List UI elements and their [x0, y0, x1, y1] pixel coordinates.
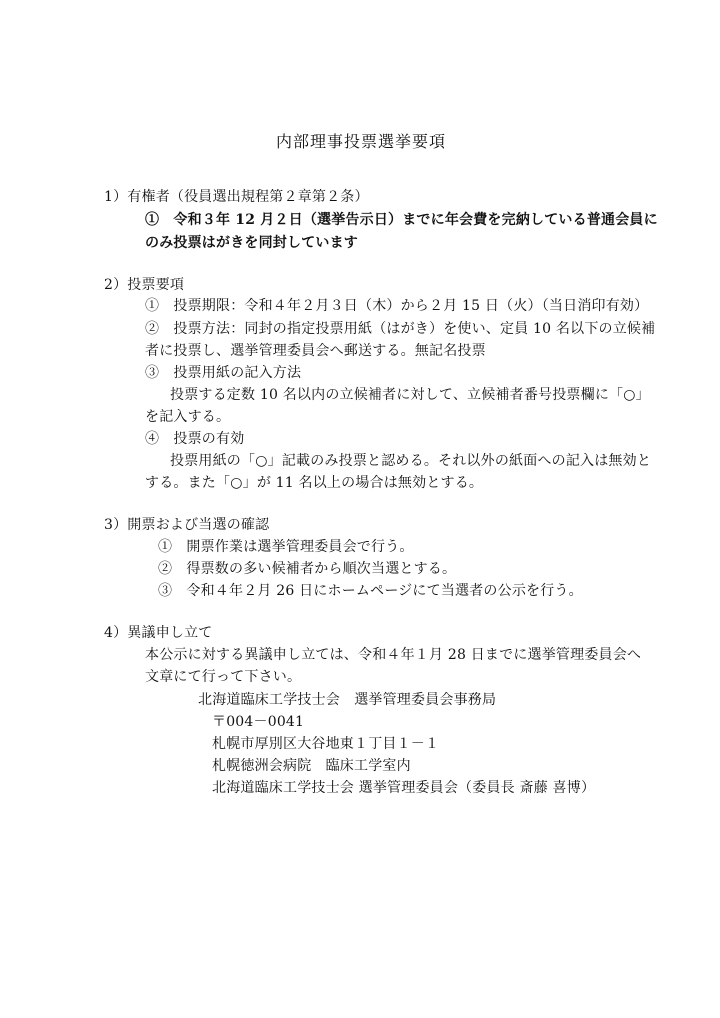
- section-2-line: ① 投票期限：令和４年２月３日（木）から２月 15 日（火）（当日消印有効）: [145, 298, 649, 314]
- section-2-line: 投票する定数 10 名以内の立候補者に対して、立候補者番号投票欄に「○」: [170, 387, 650, 403]
- section-4-line: 本公示に対する異議申し立ては、令和４年１月 28 日までに選挙管理委員会へ: [145, 647, 642, 663]
- contact-line: 札幌徳洲会病院 臨床工学室内: [212, 758, 411, 774]
- section-2-heading: 2）投票要項: [104, 277, 185, 293]
- section-2-line: 投票用紙の「○」記載のみ投票と認める。それ以外の紙面への記入は無効と: [170, 453, 652, 469]
- contact-line: 北海道臨床工学技士会 選挙管理委員会（委員長 斎藤 喜博）: [212, 780, 596, 796]
- section-1-line: のみ投票はがきを同封しています: [145, 235, 358, 251]
- section-4-line: 文章にて行って下さい。: [145, 669, 302, 685]
- section-2-line: ③ 投票用紙の記入方法: [145, 365, 302, 381]
- section-1-line: ① 令和３年 12 月２日（選挙告示日）までに年会費を完納している普通会員に: [145, 212, 658, 228]
- contact-line: 〒004－0041: [212, 714, 305, 730]
- section-2-line: する。また「○」が 11 名以上の場合は無効とする。: [145, 475, 484, 491]
- contact-line: 札幌市厚別区大谷地東１丁目１－１: [212, 736, 440, 752]
- section-2-line: を記入する。: [145, 409, 231, 425]
- section-4-heading: 4）異議申し立て: [104, 625, 213, 641]
- section-3-line: ① 開票作業は選挙管理委員会で行う。: [158, 539, 414, 555]
- section-2-line: ② 投票方法：同封の指定投票用紙（はがき）を使い、定員 10 名以下の立候補: [145, 321, 656, 337]
- section-2-line: ④ 投票の有効: [145, 431, 245, 447]
- document-title: 内部理事投票選挙要項: [276, 132, 447, 151]
- section-1-heading: 1）有権者（役員選出規程第２章第２条）: [104, 189, 369, 205]
- section-2-line: 者に投票し、選挙管理委員会へ郵送する。無記名投票: [145, 343, 486, 359]
- section-3-line: ③ 令和４年２月 26 日にホームページにて当選者の公示を行う。: [158, 583, 583, 599]
- section-3-heading: 3）開票および当選の確認: [104, 517, 270, 533]
- section-3-line: ② 得票数の多い候補者から順次当選とする。: [158, 561, 457, 577]
- contact-line: 北海道臨床工学技士会 選挙管理委員会事務局: [198, 692, 497, 708]
